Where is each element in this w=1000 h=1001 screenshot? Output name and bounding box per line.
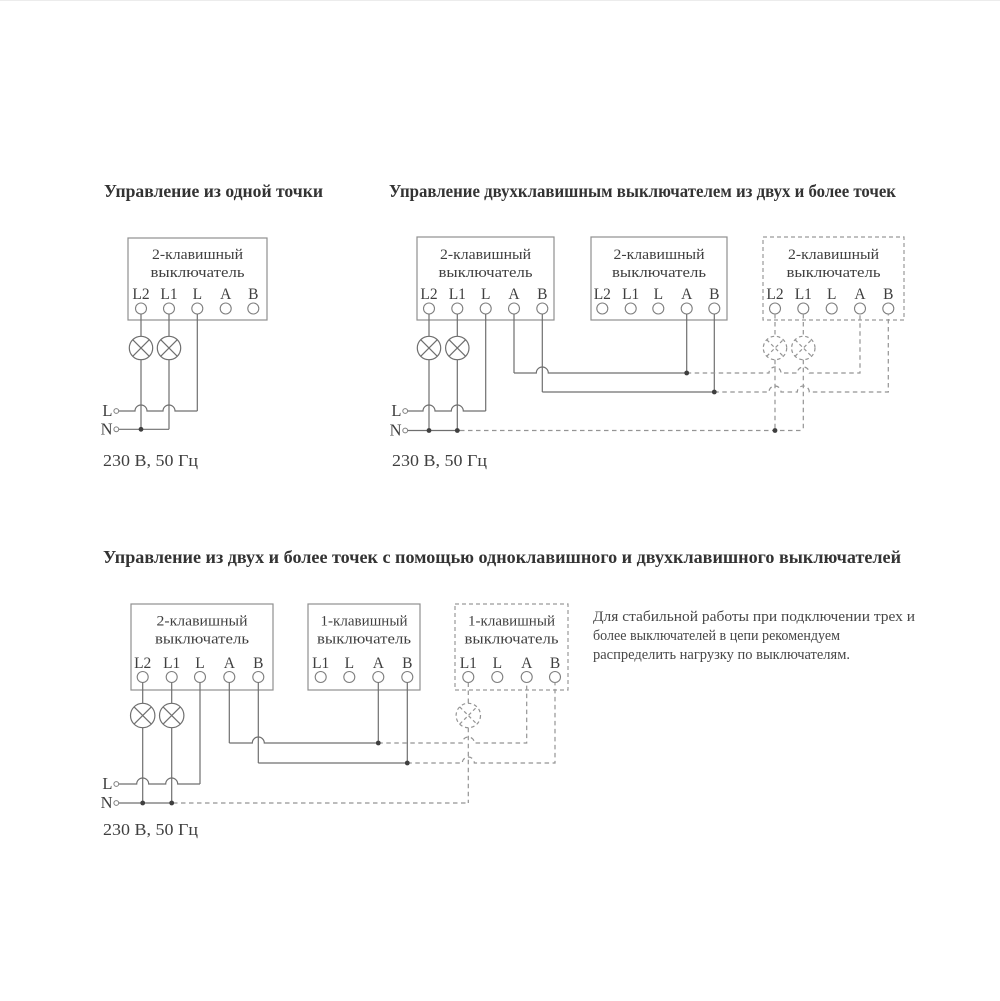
- terminal-circle: [537, 303, 548, 314]
- lamp-icon: [131, 703, 155, 727]
- terminal-circle: [253, 672, 264, 683]
- terminal-circle: [137, 672, 148, 683]
- terminal-circle: [550, 672, 561, 683]
- terminal-label-a: A: [223, 655, 235, 672]
- phase-label: L: [102, 401, 113, 420]
- lamp-icon-optional: [763, 336, 786, 359]
- schematic-canvas: [0, 1, 1000, 1001]
- terminal-label-b: B: [883, 286, 894, 303]
- diagram-one-point: [101, 181, 323, 470]
- diagram-two-key-multipoint: [389, 181, 904, 470]
- switch-box-label-line2: выключатель: [612, 265, 707, 281]
- neutral-input-terminal: [403, 428, 408, 433]
- supply-rating: 230 В, 50 Гц: [392, 451, 487, 470]
- terminal-circle: [164, 303, 175, 314]
- phase-input-terminal: [114, 782, 119, 787]
- switch-box-label-line1: 2-клавишный: [788, 247, 880, 263]
- phase-label: L: [102, 774, 113, 793]
- note-line: более выключателей в цепи рекомендуем: [593, 628, 840, 644]
- terminal-label-l2: L2: [766, 286, 784, 303]
- phase-input-terminal: [403, 409, 408, 414]
- phase-line: [408, 405, 486, 411]
- terminal-circle: [224, 672, 235, 683]
- terminal-label-l1: L1: [160, 286, 178, 303]
- terminal-label-l: L: [492, 655, 503, 672]
- terminal-circle: [424, 303, 435, 314]
- terminal-label-b: B: [253, 655, 264, 672]
- terminal-label-l: L: [192, 286, 203, 303]
- neutral-input-terminal: [114, 801, 119, 806]
- load-wires: [429, 314, 714, 431]
- traveler-bus-a: [229, 737, 378, 743]
- terminal-label-l2: L2: [134, 655, 152, 672]
- terminal-circle: [480, 303, 491, 314]
- switch-box-label-line2: выключатель: [150, 265, 245, 281]
- neutral-label: N: [389, 420, 402, 440]
- neutral-label: N: [100, 419, 113, 439]
- terminal-circle: [166, 672, 177, 683]
- lamp-icon: [417, 336, 440, 359]
- terminal-circle: [195, 672, 206, 683]
- terminal-label-b: B: [549, 655, 561, 672]
- switch-box-label-line1: 2-клавишный: [156, 613, 248, 630]
- terminal-label-l: L: [480, 286, 491, 303]
- traveler-bus-a-extension: [687, 314, 860, 373]
- lamp-icon: [157, 336, 180, 359]
- lamp-icon: [129, 336, 152, 359]
- terminal-circle: [509, 303, 520, 314]
- switch-box-label-line2: выключатель: [155, 631, 250, 648]
- terminal-label-l1: L1: [312, 655, 330, 672]
- supply-rating: 230 В, 50 Гц: [103, 451, 198, 470]
- terminal-label-l1: L1: [459, 655, 477, 672]
- switch-box-label-line2: выключатель: [317, 631, 412, 648]
- terminal-circle: [826, 303, 837, 314]
- phase-line: [119, 778, 200, 784]
- terminal-label-l2: L2: [132, 286, 150, 303]
- phase-input-terminal: [114, 409, 119, 414]
- terminal-circle: [492, 672, 503, 683]
- phase-line: [119, 405, 198, 411]
- junction-dot: [773, 428, 778, 433]
- switch-box-label-line1: 2-клавишный: [152, 247, 244, 263]
- diagram-mixed-multipoint: [101, 547, 916, 839]
- terminal-label-l1: L1: [448, 286, 466, 303]
- terminal-circle: [883, 303, 894, 314]
- terminal-circle: [653, 303, 664, 314]
- switch-box-label-line2: выключатель: [438, 265, 533, 281]
- lamp-icon-optional: [792, 336, 815, 359]
- terminal-circle: [315, 672, 326, 683]
- terminal-label-l1: L1: [622, 286, 640, 303]
- junction-dot: [376, 741, 381, 746]
- switch-box-label-line1: 2-клавишный: [440, 247, 532, 263]
- supply-rating: 230 В, 50 Гц: [103, 820, 198, 839]
- terminal-circle: [597, 303, 608, 314]
- terminal-label-a: A: [854, 286, 866, 303]
- terminal-label-l1: L1: [163, 655, 181, 672]
- phase-label: L: [391, 401, 402, 420]
- note-line: распределить нагрузку по выключателям.: [593, 647, 850, 663]
- terminal-circle: [192, 303, 203, 314]
- lamp-icon: [446, 336, 469, 359]
- terminal-label-b: B: [402, 655, 413, 672]
- terminal-circle: [855, 303, 866, 314]
- neutral-input-terminal: [114, 427, 119, 432]
- section-title: Управление из двух и более точек с помощью одноклавишного и двухклавишного выключателей: [103, 547, 901, 567]
- junction-dot: [712, 390, 717, 395]
- terminal-label-l2: L2: [593, 286, 611, 303]
- terminal-label-a: A: [521, 655, 533, 672]
- terminal-label-l: L: [653, 286, 664, 303]
- junction-dot: [684, 371, 689, 376]
- terminal-circle: [373, 672, 384, 683]
- traveler-bus-b-extension: [714, 314, 888, 392]
- terminal-label-l: L: [195, 655, 205, 672]
- section-title: Управление двухклавишным выключателем из двух и более точек: [389, 181, 897, 201]
- note-line: Для стабильной работы при подключении трех и: [593, 609, 916, 625]
- terminal-circle: [344, 672, 355, 683]
- terminal-label-l: L: [344, 655, 355, 672]
- terminal-circle: [452, 303, 463, 314]
- terminal-label-b: B: [709, 286, 720, 303]
- terminal-circle: [709, 303, 720, 314]
- terminal-label-l: L: [826, 286, 837, 303]
- terminal-label-a: A: [508, 286, 520, 303]
- terminal-circle: [770, 303, 781, 314]
- junction-dot: [455, 428, 460, 433]
- load-wires: [141, 314, 197, 429]
- junction-dot: [139, 427, 144, 432]
- junction-dot: [169, 801, 174, 806]
- terminal-label-l1: L1: [794, 286, 812, 303]
- terminal-circle: [521, 672, 532, 683]
- traveler-bus-a: [514, 367, 687, 373]
- terminal-circle: [798, 303, 809, 314]
- terminal-label-l2: L2: [420, 286, 438, 303]
- traveler-bus-b-extension: [407, 683, 555, 764]
- terminal-circle: [402, 672, 413, 683]
- terminal-circle: [681, 303, 692, 314]
- terminal-circle: [220, 303, 231, 314]
- junction-dot: [140, 801, 145, 806]
- recommendation-note: [593, 609, 915, 663]
- terminal-label-b: B: [248, 286, 259, 303]
- section-title: Управление из одной точки: [104, 181, 323, 201]
- switch-box-label-line1: 1-клавишный: [320, 613, 408, 630]
- terminal-circle: [463, 672, 474, 683]
- switch-box-label-line1: 2-клавишный: [613, 247, 705, 263]
- switch-box-label-line1: 1-клавишный: [468, 613, 556, 630]
- terminal-circle: [248, 303, 259, 314]
- junction-dot: [405, 761, 410, 766]
- neutral-label: N: [100, 793, 113, 812]
- terminal-circle: [136, 303, 147, 314]
- lamp-icon: [160, 703, 184, 727]
- terminal-label-a: A: [220, 286, 232, 303]
- terminal-circle: [625, 303, 636, 314]
- junction-dot: [427, 428, 432, 433]
- traveler-bus-a-extension: [378, 683, 526, 744]
- terminal-label-b: B: [537, 286, 548, 303]
- optional-load-wires: [775, 314, 803, 431]
- terminal-label-a: A: [681, 286, 693, 303]
- terminal-label-a: A: [372, 655, 384, 672]
- lamp-icon-optional: [456, 703, 480, 727]
- switch-box-label-line2: выключатель: [786, 265, 881, 281]
- switch-box-label-line2: выключатель: [464, 631, 559, 648]
